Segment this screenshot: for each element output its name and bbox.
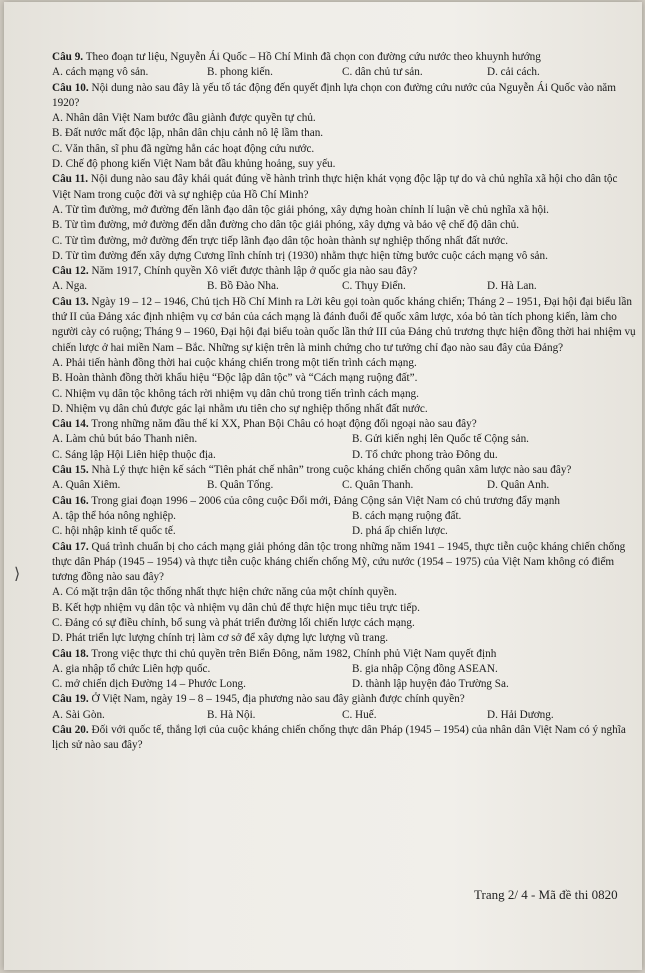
question-text: Ở Việt Nam, ngày 19 – 8 – 1945, địa phương nào sau đây giành được chính quyền? [91, 693, 465, 706]
question-text: Quá trình chuẩn bị cho cách mạng giải phóng dân tộc trong những năm 1941 – 1945, thực tiễn cuộc kháng chiến chống thực dân Pháp (1945 – 1954) và thực tiễn cuộc kháng chiến chống Mỹ, cứu nước (1954 – 1975) của Việt Nam không có điểm tương đồng nào sau đây? [52, 540, 626, 584]
question-number: Câu 10. [52, 81, 89, 94]
options [52, 478, 637, 493]
question-stem [52, 81, 637, 112]
question-stem [52, 540, 637, 586]
question-number: Câu 16. [52, 494, 89, 507]
answer-option[interactable]: C. Huế. [342, 708, 377, 721]
question-text: Nhà Lý thực hiện kế sách “Tiên phát chế nhân” trong cuộc kháng chiến chống quân xâm lược nào sau đây? [91, 464, 572, 477]
answer-option[interactable]: A. Quân Xiêm. [52, 479, 121, 492]
question-text: Năm 1917, Chính quyền Xô viết được thành lập ở quốc gia nào sau đây? [91, 265, 418, 278]
question-block [52, 463, 637, 494]
question-stem [52, 295, 637, 356]
question-number: Câu 13. [52, 295, 89, 308]
answer-option[interactable]: D. Hải Dương. [487, 708, 554, 721]
answer-option[interactable]: A. Nhân dân Việt Nam bước đầu giành được quyền tự chủ. [52, 112, 316, 125]
answer-option[interactable]: A. Từ tìm đường, mở đường đến lãnh đạo dân tộc giải phóng, xây dựng hoàn chỉnh lí luận về chủ nghĩa xã hội. [52, 203, 549, 216]
handwritten-mark: ⟩ [14, 566, 21, 583]
question-block [52, 295, 637, 417]
question-number: Câu 20. [52, 724, 89, 737]
answer-option[interactable]: D. cải cách. [487, 66, 540, 79]
answer-option[interactable]: D. phá ấp chiến lược. [352, 525, 448, 538]
question-number: Câu 11. [52, 173, 89, 186]
question-text: Nội dung nào sau đây là yếu tố tác động đến quyết định lựa chọn con đường cứu nước của Nguyễn Ái Quốc vào năm 1920? [52, 81, 616, 109]
question-text: Theo đoạn tư liệu, Nguyễn Ái Quốc – Hồ Chí Minh đã chọn con đường cứu nước theo khuynh hướng [85, 51, 541, 63]
answer-option[interactable]: D. Nhiệm vụ dân chủ được gác lại nhằm ưu tiên cho sự nghiệp thống nhất đất nước. [52, 402, 428, 415]
question-number: Câu 9. [52, 51, 84, 63]
question-block [52, 723, 637, 754]
options [52, 203, 637, 264]
question-block [52, 494, 637, 540]
question-block [52, 264, 637, 295]
question-stem [52, 723, 637, 754]
options [52, 356, 637, 417]
options [52, 662, 637, 693]
question-number: Câu 15. [52, 464, 89, 477]
question-stem [52, 692, 637, 707]
question-text: Đối với quốc tế, thắng lợi của cuộc kháng chiến chống thực dân Pháp (1945 – 1954) của nhân dân Việt Nam có ý nghĩa lịch sử nào sau đây? [52, 724, 626, 752]
question-number: Câu 17. [52, 540, 89, 553]
question-number: Câu 19. [52, 693, 89, 706]
answer-option[interactable]: C. mở chiến dịch Đường 14 – Phước Long. [52, 678, 246, 691]
answer-option[interactable]: D. thành lập huyện đảo Trường Sa. [352, 678, 509, 691]
answer-option[interactable]: A. Có mặt trận dân tộc thống nhất thực hiện chức năng của một chính quyền. [52, 586, 397, 599]
question-block [52, 50, 637, 81]
question-text: Trong việc thực thi chủ quyền trên Biển Đông, năm 1982, Chính phủ Việt Nam quyết định [91, 647, 497, 660]
answer-option[interactable]: A. Nga. [52, 280, 88, 293]
answer-option[interactable]: D. Quân Anh. [487, 479, 550, 492]
answer-option[interactable]: D. Từ tìm đường đến xây dựng Cương lĩnh chính trị (1930) nhằm thực hiện từng bước cuộc cách mạng vô sản. [52, 249, 548, 262]
answer-option[interactable]: C. Sáng lập Hội Liên hiệp thuộc địa. [52, 448, 216, 461]
question-block [52, 81, 637, 173]
answer-option[interactable]: A. Phải tiến hành đồng thời hai cuộc kháng chiến trong một tiến trình cách mạng. [52, 356, 417, 369]
exam-page [4, 2, 642, 970]
answer-option[interactable]: A. gia nhập tổ chức Liên hợp quốc. [52, 662, 211, 675]
answer-option[interactable]: B. cách mạng ruộng đất. [352, 509, 462, 522]
answer-option[interactable]: C. Văn thân, sĩ phu đã ngừng hẳn các hoạt động cứu nước. [52, 142, 315, 155]
question-text: Trong những năm đầu thế kỉ XX, Phan Bội Châu có hoạt động đối ngoại nào sau đây? [91, 418, 477, 431]
question-text: Trong giai đoạn 1996 – 2006 của công cuộc Đổi mới, Đảng Cộng sản Việt Nam có chủ trương đẩy mạnh [91, 494, 560, 507]
answer-option[interactable]: B. phong kiến. [207, 66, 273, 79]
answer-option[interactable]: D. Chế độ phong kiến Việt Nam bắt đầu khủng hoảng, suy yếu. [52, 158, 336, 171]
answer-option[interactable]: D. Hà Lan. [487, 280, 537, 293]
answer-option[interactable]: C. dân chủ tư sản. [342, 66, 423, 79]
options [52, 509, 637, 540]
question-stem [52, 417, 637, 432]
answer-option[interactable]: C. Nhiệm vụ dân tộc không tách rời nhiệm vụ dân chủ trong tiến trình cách mạng. [52, 387, 419, 400]
answer-option[interactable]: A. cách mạng vô sản. [52, 66, 149, 79]
questions-list [52, 50, 637, 754]
answer-option[interactable]: C. Quân Thanh. [342, 479, 414, 492]
question-block [52, 172, 637, 264]
answer-option[interactable]: C. Từ tìm đường, mở đường đến trực tiếp lãnh đạo dân tộc hoàn thành sự nghiệp thống nhất đất nước. [52, 234, 508, 247]
question-number: Câu 18. [52, 647, 89, 660]
question-text: Ngày 19 – 12 – 1946, Chủ tịch Hồ Chí Minh ra Lời kêu gọi toàn quốc kháng chiến; Tháng 2 – 1951, Đại hội đại biểu lần thứ II của Đảng xác định nhiệm vụ cơ bản của cách mạng là đánh đuổi đế quốc xâm lược, xóa bỏ tàn tích phong kiến, làm cho người cày có ruộng; Tháng 9 – 1960, Đại hội đại biểu toàn quốc lần thứ III của Đảng chủ trương thực hiện đồng thời hai nhiệm vụ chiến lược ở hai miền Nam – Bắc. Những sự kiện trên là minh chứng cho tư tưởng chỉ đạo nào sau đây của Đảng? [52, 295, 636, 354]
answer-option[interactable]: A. Sài Gòn. [52, 708, 105, 721]
answer-option[interactable]: C. Thụy Điển. [342, 280, 406, 293]
options [52, 585, 637, 646]
question-stem [52, 50, 637, 65]
answer-option[interactable]: B. Đất nước mất độc lập, nhân dân chịu cảnh nô lệ lầm than. [52, 127, 324, 140]
options [52, 65, 637, 80]
options [52, 111, 637, 172]
question-stem [52, 172, 637, 203]
answer-option[interactable]: A. tập thể hóa nông nghiệp. [52, 509, 176, 522]
question-text: Nội dung nào sau đây khái quát đúng về hành trình thực hiện khát vọng độc lập tự do và chủ nghĩa xã hội cho dân tộc Việt Nam trong cuộc đời và sự nghiệp của Hồ Chí Minh? [52, 173, 618, 201]
options [52, 279, 637, 294]
question-block [52, 540, 637, 647]
options [52, 432, 637, 463]
question-stem [52, 463, 637, 478]
answer-option[interactable]: B. Hoàn thành đồng thời khẩu hiệu “Độc lập dân tộc” và “Cách mạng ruộng đất”. [52, 372, 418, 385]
answer-option[interactable]: B. Bồ Đào Nha. [207, 280, 279, 293]
page-footer: Trang 2/ 4 - Mã đề thi 0820 [474, 887, 618, 902]
answer-option[interactable]: B. gia nhập Cộng đồng ASEAN. [352, 662, 498, 675]
options [52, 708, 637, 723]
answer-option[interactable]: D. Phát triển lực lượng chính trị làm cơ sở để xây dựng lực lượng vũ trang. [52, 632, 389, 645]
question-number: Câu 14. [52, 418, 89, 431]
question-number: Câu 12. [52, 265, 89, 278]
answer-option[interactable]: B. Kết hợp nhiệm vụ dân tộc và nhiệm vụ dân chủ để thực hiện mục tiêu trực tiếp. [52, 601, 420, 614]
question-block [52, 417, 637, 463]
answer-option[interactable]: B. Quân Tống. [207, 479, 274, 492]
question-stem [52, 647, 637, 662]
answer-option[interactable]: B. Từ tìm đường, mở đường đến dẫn đường cho dân tộc giải phóng, xây dựng và bảo vệ chế độ dân chủ. [52, 219, 520, 232]
answer-option[interactable]: C. Đảng có sự điều chỉnh, bổ sung và phát triển đường lối chiến lược cách mạng. [52, 616, 415, 629]
question-stem [52, 494, 637, 509]
answer-option[interactable]: C. hội nhập kinh tế quốc tế. [52, 525, 176, 538]
question-block [52, 692, 637, 723]
answer-option[interactable]: B. Gửi kiến nghị lên Quốc tế Cộng sản. [352, 433, 529, 446]
question-block [52, 647, 637, 693]
answer-option[interactable]: B. Hà Nội. [207, 708, 256, 721]
answer-option[interactable]: D. Tổ chức phong trào Đông du. [352, 448, 498, 461]
answer-option[interactable]: A. Làm chủ bút báo Thanh niên. [52, 433, 198, 446]
question-stem [52, 264, 637, 279]
